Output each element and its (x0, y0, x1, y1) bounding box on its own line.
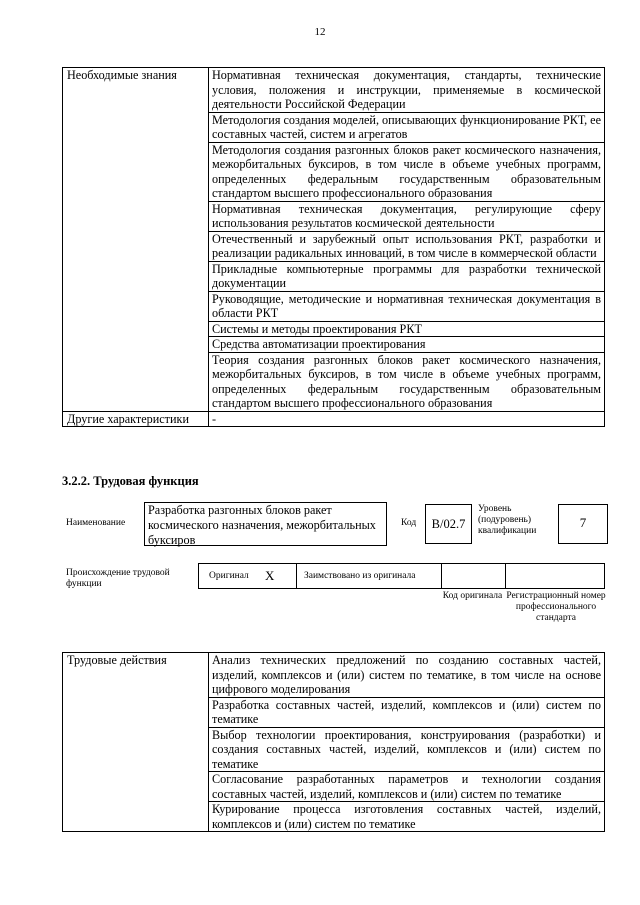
origin-label: Происхождение трудовой функции (66, 568, 170, 589)
table-row (63, 653, 605, 698)
original-cell (198, 563, 297, 589)
code-value: В/02.7 (425, 504, 472, 544)
name-value: Разработка разгонных блоков ракет космического назначения, межорбитальных буксиров (144, 502, 387, 546)
level-label: Уровень (подуровень) квалификации (478, 504, 537, 536)
origin-row (198, 563, 605, 589)
table-row (63, 411, 605, 427)
knowledge-item: Руководящие, методические и нормативная техническая документация в области РКТ (209, 291, 605, 321)
knowledge-table (62, 67, 605, 427)
knowledge-label: Необходимые знания (63, 68, 209, 412)
labor-action-item: Курирование процесса изготовления составных частей, изделий, комплексов и (или) систем по тематике (209, 802, 605, 832)
knowledge-item: Теория создания разгонных блоков ракет космического назначения, межорбитальных буксиров, в том числе в объеме учебных программ, определенных федеральным государственным образовательным стандартом высшего профессионального образования (209, 352, 605, 411)
knowledge-item: Нормативная техническая документация, регулирующие сферу использования результатов космической деятельности (209, 201, 605, 231)
knowledge-item: Средства автоматизации проектирования (209, 337, 605, 353)
knowledge-item: Системы и методы проектирования РКТ (209, 321, 605, 337)
original-code-caption: Код оригинала (442, 591, 503, 601)
original-label: Оригинал (209, 571, 249, 581)
knowledge-item: Методология создания моделей, описывающих функционирование РКТ, ее составных частей, систем и агрегатов (209, 112, 605, 142)
original-mark: Х (265, 568, 275, 583)
labor-action-item: Анализ технических предложений по созданию составных частей, изделий, комплексов и (или) систем по тематике, в том числе на основе цифрового моделирования (209, 653, 605, 698)
labor-actions-label: Трудовые действия (63, 653, 209, 832)
registration-number-caption: Регистрационный номер профессионального стандарта (506, 591, 606, 623)
section-title: 3.2.2. Трудовая функция (62, 474, 199, 488)
labor-actions-table (62, 652, 605, 832)
registration-number-cell (505, 563, 605, 589)
knowledge-item: Прикладные компьютерные программы для разработки технической документации (209, 261, 605, 291)
borrowed-label: Заимствовано из оригинала (304, 571, 416, 581)
labor-action-item: Выбор технологии проектирования, конструирования (разработки) и создания составных частей, изделий, комплексов и (или) систем по тематике (209, 727, 605, 772)
knowledge-item: Методология создания разгонных блоков ракет космического назначения, межорбитальных буксиров, в том числе в объеме учебных программ, определенных федеральным государственным образовательным стандартом высшего профессионального образования (209, 142, 605, 201)
original-code-cell (441, 563, 506, 589)
knowledge-item: Нормативная техническая документация, стандарты, технические условия, положения и инструкции, применяемые в космической деятельности Российской Федерации (209, 68, 605, 113)
labor-action-item: Согласование разработанных параметров и технологии создания составных частей, изделий, комплексов и (или) систем по тематике (209, 772, 605, 802)
other-characteristics-label: Другие характеристики (63, 411, 209, 427)
other-characteristics-value: - (209, 411, 605, 427)
borrowed-cell (296, 563, 442, 589)
labor-action-item: Разработка составных частей, изделий, комплексов и (или) систем по тематике (209, 697, 605, 727)
knowledge-item: Отечественный и зарубежный опыт использования РКТ, разработки и реализации радикальных инноваций, в том числе в коммерческой области (209, 231, 605, 261)
table-row (63, 68, 605, 113)
page-number: 12 (314, 26, 326, 38)
level-value: 7 (558, 504, 608, 544)
code-label: Код (401, 518, 417, 528)
name-label: Наименование (66, 518, 126, 528)
